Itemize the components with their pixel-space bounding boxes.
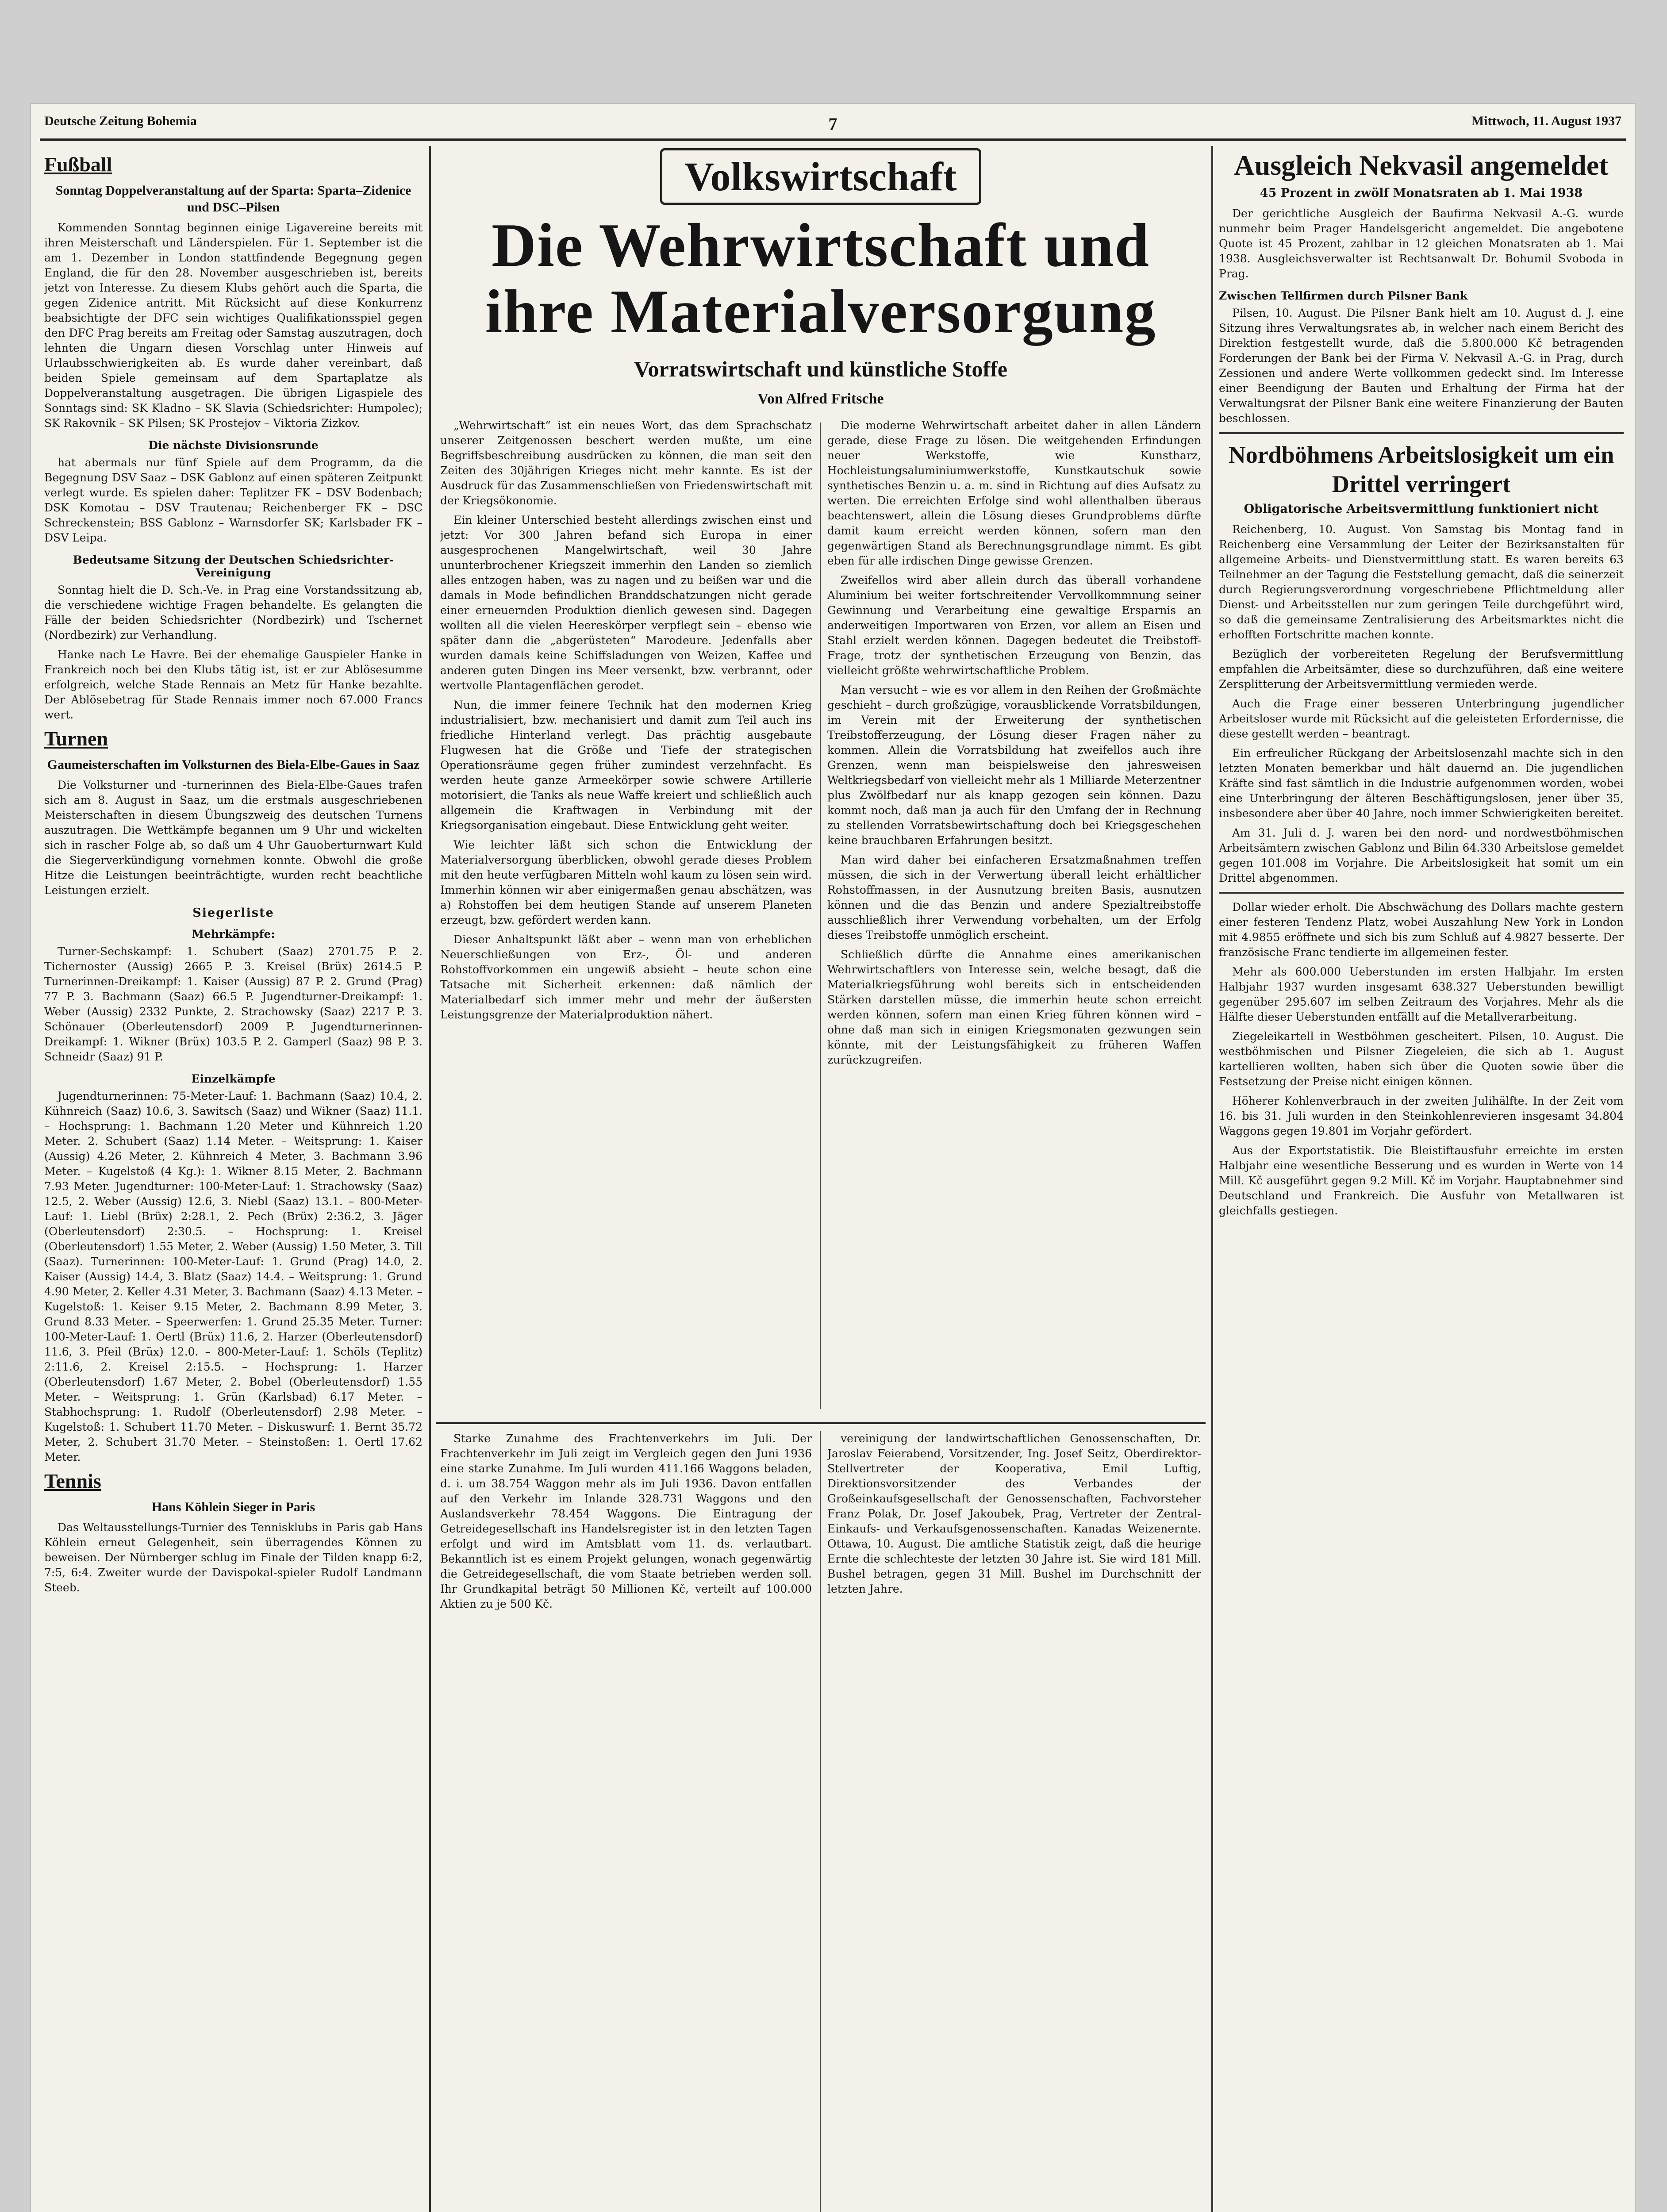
article-paragraph: Man wird daher bei einfacheren Ersatzmaßnahmen treffen müssen, die sich in der Verwertung überall leicht erhältlicher Rohstoffmassen, in der Ausnutzung breiten Basis, ausnutzen können und die das Benzin und andere Spezialtreibstoffe ausschließlich ihrer Verwendung vorbehalten, um der Erfolg dieses Treibstoffe unmöglich erscheint. <box>827 853 1201 941</box>
news-column-a <box>440 1431 812 2212</box>
article-headline: Sonntag Doppelveranstaltung auf der Sparta: Sparta–Zidenice und DSC–Pilsen <box>55 183 411 215</box>
column-separator <box>429 146 431 2212</box>
results-subtitle: Einzelkämpfe <box>191 1072 276 1085</box>
article-paragraph: Zweifellos wird aber allein durch das überall vorhandene Aluminium bei weiter fortschreitender Vervollkommnung seiner Gewinnung und Verarbeitung eine gewaltige Ersparnis an anderweitigen Importwaren von Erzen, vor allem an Eisen und Stahl erzielt werden können. Dagegen bedeutet die Treibstoff-Frage, trotz der synthetischen Erzeugung von Benzin, das vielleicht größte wehrwirtschaftliche Problem. <box>827 574 1201 677</box>
article-headline: Hans Köhlein Sieger in Paris <box>151 1500 315 1514</box>
section-heading-football: Fußball <box>44 153 112 176</box>
results-text: Jugendturnerinnen: 75-Meter-Lauf: 1. Bachmann (Saaz) 10.4, 2. Kühnreich (Saaz) 10.6, 3. Sawitsch (Saaz) und Wikner (Saaz) 11.1. – Hochsprung: 1. Bachmann 1.20 Meter und Kühnreich 1.20 Meter. 2. Schubert (Saaz) 1.14 Meter. – Weitsprung: 1. Kaiser (Aussig) 4.26 Meter, 2. Kühnreich 4 Meter, 3. Bachmann 3.96 Meter. – Kugelstoß (4 Kg.): 1. Wikner 8.15 Meter, 2. Bachmann 7.93 Meter. Jugendturner: 100-Meter-Lauf: 1. Strachowsky (Saaz) 12.5, 2. Weber (Aussig) 12.6, 3. Niebl (Saaz) 13.1. – 800-Meter-Lauf: 1. Liebl (Brüx) 2:28.1, 2. Pech (Brüx) 2:36.2, 3. Jäger (Oberleutensdorf) 2:30.5. – Hochsprung: 1. Kreisel (Oberleutensdorf) 1.55 Meter, 2. Weber (Aussig) 1.50 Meter, 3. Till (Saaz). Turnerinnen: 100-Meter-Lauf: 1. Grund (Prag) 14.0, 2. Kaiser (Aussig) 14.4, 3. Blatz (Saaz) 14.4. – Weitsprung: 1. Grund 4.90 Meter, 2. Keller 4.31 Meter, 3. Bachmann (Saaz) 4.13 Meter. – Kugelstoß: 1. Keiser 9.15 Meter, 2. Bachmann 8.99 Meter, 3. Grund 8.33 Meter. – Speerwerfen: 1. Grund 25.35 Meter. Turner: 100-Meter-Lauf: 1. Oertl (Brüx) 11.6, 2. Harzer (Oberleutensdorf) 11.6, 3. Pfeil (Brüx) 12.0. – 800-Meter-Lauf: 1. Schöls (Teplitz) 2:11.6, 2. Kreisel 2:15.5. – Hochsprung: 1. Harzer (Oberleutensdorf) 1.67 Meter, 2. Bobel (Oberleutensdorf) 1.55 Meter. – Weitsprung: 1. Grün (Karlsbad) 6.17 Meter. – Stabhochsprung: 1. Rudolf (Oberleutensdorf) 2.98 Meter. – Kugelstoß: 1. Schubert 11.70 Meter. – Diskuswurf: 1. Bernt 35.72 Meter, 2. Schubert 31.70 Meter. – Steinstoßen: 1. Oertl 17.62 Meter. <box>44 1090 423 1463</box>
article-headline: Zwischen Tellfirmen durch Pilsner Bank <box>1219 289 1468 302</box>
news-item: Ziegeleikartell in Westböhmen gescheitert. Pilsen, 10. August. Die westböhmischen und Pilsner Ziegeleien, die sich ab 1. August kartellieren wollten, haben sich über die Quoten sowie über die Festsetzung der Preise nicht einigen können. <box>1219 1030 1624 1088</box>
article-subheadline: Obligatorische Arbeitsvermittlung funktioniert nicht <box>1244 502 1599 516</box>
right-column <box>1219 148 1624 2212</box>
byline: Von Alfred Fritsche <box>757 391 884 407</box>
main-headline-line2: ihre Materialversorgung <box>485 277 1156 346</box>
article-headline-nekvasil: Ausgleich Nekvasil angemeldet <box>1234 150 1609 181</box>
main-headline <box>436 212 1206 345</box>
center-section <box>436 148 1206 2212</box>
article-text: Die Volksturner und -turnerinnen des Biela-Elbe-Gaues trafen sich am 8. August in Saaz, um die erstmals ausgeschriebenen Meisterschaften in diesem Übungszweig des deutschen Turnens auszutragen. Die Wettkämpfe begannen um 9 Uhr und wickelten sich in rascher Folge ab, so daß um 4 Uhr Gauoberturnwart Kuld die Siegerverkündigung vornehmen konnte. Obwohl die große Hitze die Leistungen beeinträchtigte, wurden recht beachtliche Leistungen erzielt. <box>44 779 423 897</box>
article-paragraph: Wie leichter läßt sich schon die Entwicklung der Materialversorgung überblicken, obwohl gerade dieses Problem mit den heute verfügbaren Mitteln wohl kaum zu lösen sein wird. Immerhin können wir aber einigermaßen genau abschätzen, was a) Rohstoffen bei dem heutigen Stande auf unserem Planeten erzeugt, bzw. gefördert werden kann. <box>440 838 812 926</box>
left-column <box>44 148 423 2212</box>
section-heading-turnen: Turnen <box>44 727 108 750</box>
article-paragraph: Dieser Anhaltspunkt läßt aber – wenn man von erheblichen Neuerschließungen von Erz-, Öl- und anderen Rohstoffvorkommen ein ungewiß absieht – heute schon eine Tatsache mit Sicherheit erkennen: daß nämlich der Materialbedarf sich immer mehr und mehr der äußersten Leistungsgrenze der Materialproduktion nähert. <box>440 933 812 1021</box>
article-headline-unemployment: Nordböhmens Arbeitslosigkeit um ein Drittel verringert <box>1228 442 1614 497</box>
article-text: Hanke nach Le Havre. Bei der ehemalige Gauspieler Hanke in Frankreich noch bei den Klubs tätig ist, ist er zur Ablösesumme erfolgreich, welche Stade Rennais an Metz für Hanke bezahlte. Der Ablösebetrag für Stade Rennais immer noch 67.000 Francs wert. <box>44 648 423 721</box>
article-column-a <box>440 418 812 1413</box>
article-text: Kommenden Sonntag beginnen einige Ligavereine bereits mit ihren Meisterschaft und Länderspielen. Für 1. September ist die am 1. Dezember in London stattfindende Begegnung gegen England, die für den 28. November ausgeschrieben ist, bereits jetzt von Interesse. Zu diesem Klubs gehört auch die Sparta, die gegen Zidenice antritt. Mit Rücksicht auf diese Konkurrenz beabsichtigte der DFC sein wichtiges Qualifikationsspiel gegen den DFC Prag bereits am Freitag oder Samstag auszutragen, doch lehnten die Ungarn diesen Vorschlag unter Hinweis auf Urlaubsschwierigkeiten ab. Es wurde daher vereinbart, daß beiden Spiele gemeinsam auf dem Spartaplatze als Doppelveranstaltung ausgetragen. Die übrigen Ligaspiele des Sonntags sind: SK Kladno – SK Slavia (Schiedsrichter: Humpolec); SK Rakovnik – SK Pilsen; SK Prostejov – Viktoria Zizkov. <box>44 221 423 430</box>
article-text: Der gerichtliche Ausgleich der Baufirma Nekvasil A.-G. wurde nunmehr beim Prager Handelsgericht angemeldet. Die angebotene Quote ist 45 Prozent, zahlbar in 12 gleichen Monatsraten ab 1. Mai 1938. Ausgleichsverwalter ist Rechtsanwalt Dr. Bohumil Svoboda in Prag. <box>1219 207 1624 280</box>
news-item: Aus der Exportstatistik. Die Bleistiftausfuhr erreichte im ersten Halbjahr eine wesentliche Besserung und es wurden in Werte von 14 Mill. Kč ausgeführt gegen 9.2 Mill. Kč im Vorjahr. Hauptabnehmer sind Deutschland und Frankreich. Die Ausfuhr von Metallwaren ist gleichfalls gestiegen. <box>1219 1144 1624 1217</box>
header-rule <box>40 138 1626 141</box>
news-item: Mehr als 600.000 Ueberstunden im ersten Halbjahr. Im ersten Halbjahr 1937 wurden insgesamt 638.327 Ueberstunden bewilligt gegenüber 295.607 im selben Zeitraum des Vorjahres. Mehr als die Hälfte dieser Ueberstunden entfällt auf die Metallverarbeitung. <box>1219 965 1624 1023</box>
article-paragraph: Ein kleiner Unterschied besteht allerdings zwischen einst und jetzt: Vor 300 Jahren befand sich Europa in einer ausgesprochenen Mangelwirtschaft, weil 30 Jahre ununterbrochener Kriegszeit immerhin den Landen so ziemlich alles entzogen haben, was zu nagen und zu beißen war und die damals in Mode befindlichen Branddschatzungen nicht gerade einer erneuernden Produktion dienlich gewesen sind. Dagegen wollten all die vielen Heereskörper verpflegt sein – ebenso wie später dann die „abgerüsteten“ Marodeure. Jedenfalls aber wurden damals keine Schiffsladungen von Weizen, Kaffee und anderen guten Dingen ins Meer versenkt, bzw. verbrannt, oder wertvolle Plantagenflächen gerodet. <box>440 514 812 692</box>
article-subheadline: 45 Prozent in zwölf Monatsraten ab 1. Mai 1938 <box>1260 186 1583 200</box>
newspaper-page <box>31 104 1635 2212</box>
column-separator <box>1211 146 1213 2212</box>
header-page-number: 7 <box>828 114 837 134</box>
header-date: Mittwoch, 11. August 1937 <box>1471 114 1621 128</box>
article-text: Pilsen, 10. August. Die Pilsner Bank hielt am 10. August d. J. eine Sitzung ihres Verwaltungsrates ab, in welcher nach einem Bericht des Direktion festgestellt wurde, daß die 5.800.000 Kč betragenden Forderungen der Bank bei der Firma V. Nekvasil A.-G. in Prag, durch Zessionen und andere Werte vollkommen gedeckt sind. Im Interesse einer Beendigung der Bauten und Erhaltung der Firma hat der Verwaltungsrat der Pilsner Bank eine weitere Finanzierung der Bauten beschlossen. <box>1219 307 1624 425</box>
article-column-b <box>827 418 1201 1413</box>
section-masthead <box>436 148 1206 205</box>
news-text: vereinigung der landwirtschaftlichen Genossenschaften, Dr. Jaroslav Feierabend, Vorsitzender, Ing. Josef Seitz, Oberdirektor-Stellvertreter der Kooperativa, Emil Luftig, Direktionsvorsitzender des Verbandes der Großeinkaufsgesellschaft der Genossenschaften, Fachvorsteher Franz Polak, Dr. Josef Jakoubek, Prag, Vertreter der Zentral-Einkaufs- und Verkaufsgenossenschaften. Kanadas Weizenernte. Ottawa, 10. August. Die amtliche Statistik zeigt, daß die heurige Ernte die schlechteste der letzten 30 Jahre ist. Sie wird 181 Mill. Bushel betragen, gegen 31 Mill. Bushel im Durchschnitt der letzten Jahre. <box>827 1432 1201 1595</box>
results-title: Siegerliste <box>192 906 274 920</box>
article-paragraph: Schließlich dürfte die Annahme eines amerikanischen Wehrwirtschaftlers von Interesse sein, welche besagt, daß die Materialkriegsführung wohl bereits sich in entscheidenden Stärken darstellen müsse, die immerhin heute schon erreicht werden können, sofern man einen Krieg führen können wird – ohne daß man sich in einigen Kriegsmonaten gezwungen sein könnte, mit der Leistungsfähigkeit zu früheren Waffen zurückzugreifen. <box>827 948 1201 1066</box>
article-paragraph: Ein erfreulicher Rückgang der Arbeitslosenzahl machte sich in den letzten Monaten bemerkbar und hält dauernd an. Die jugendlichen Kräfte sind fast sämtlich in die Industrie aufgenommen worden, wobei eine Unterbringung der älteren Beschäftigungslosen, jener über 35, insbesondere aber über 40 Jahre, noch immer Schwierigkeiten bereitet. <box>1219 747 1624 820</box>
article-paragraph: Auch die Frage einer besseren Unterbringung jugendlicher Arbeitsloser wurde mit Rücksicht auf die geleisteten Erfordernisse, die diese gestellt werden – beantragt. <box>1219 697 1624 740</box>
header-newspaper-name: Deutsche Zeitung Bohemia <box>44 114 197 128</box>
news-text: Starke Zunahme des Frachtenverkehrs im Juli. Der Frachtenverkehr im Juli zeigt im Vergleich gegen den Juni 1936 eine starke Zunahme. Im Juli wurden 411.166 Waggons beladen, d. i. um 38.754 Waggon mehr als im Juli 1936. Davon entfallen auf den Verkehr im Inlande 328.731 Waggons und den Auslandsverkehr 78.454 Waggons. Die Eintragung der Getreidegesellschaft ins Handelsregister ist in den letzten Tagen erfolgt und wird im Amtsblatt vom 11. ds. verlautbart. Bekanntlich ist es einem Projekt gelungen, wonach gegenwärtig die Getreidegesellschaft, die vom Staate betrieben werden soll. Ihr Grundkapital beträgt 50 Millionen Kč, verteilt auf 100.000 Aktien zu je 500 Kč. <box>440 1432 812 1610</box>
column-separator <box>820 1431 821 2212</box>
section-heading-tennis: Tennis <box>44 1470 101 1492</box>
article-headline: Die nächste Divisionsrunde <box>148 439 319 452</box>
section-rule <box>436 1422 1206 1424</box>
column-separator <box>820 422 821 1409</box>
article-paragraph: Man versucht – wie es vor allem in den Reihen der Großmächte geschieht – durch großzügige, vorausblickende Vorratsbildungen, im Verein mit der Erweiterung der synthetischen Treibstofferzeugung, der Lösung dieser Fragen näher zu kommen. Allein die Vorratsbildung hat zweifellos auch ihre Grenzen, wenn man beispielsweise den jahresweisen Weltkriegsbedarf von vielleicht mehr als 1 Milliarde Meterzentner plus Zwölfbedarf nur als knapp gezogen sein können. Dazu kommt noch, daß man ja auch für den Umfang der in Rechnung zu stellenden Vorratsbewirtschaftung doch bei Kriegsgeschehen keine brauchbaren Erfahrungen besitzt. <box>827 684 1201 847</box>
news-column-b <box>827 1431 1201 2212</box>
article-text: hat abermals nur fünf Spiele auf dem Programm, da die Begegnung DSV Saaz – DSK Gablonz auf einen späteren Zeitpunkt verlegt wurde. Es spielen daher: Teplitzer FK – DSV Bodenbach; DSK Komotau – DSV Trautenau; Reichenberger FK – DSC Schreckenstein; BSS Gablonz – Warnsdorfer SK; Karlsbader FK – DSV Leipa. <box>44 456 423 544</box>
article-paragraph: Bezüglich der vorbereiteten Regelung der Berufsvermittlung empfahlen die Arbeitsämter, diese so durchzuführen, daß eine weitere Zersplitterung der Arbeitsvermittlung vermieden werde. <box>1219 648 1624 691</box>
results-text: Turner-Sechskampf: 1. Schubert (Saaz) 2701.75 P. 2. Tichernoster (Aussig) 2665 P. 3. Kreisel (Brüx) 2614.5 P. Turnerinnen-Dreikampf: 1. Kaiser (Aussig) 87 P. 2. Grund (Prag) 77 P. 3. Bachmann (Saaz) 66.5 P. Jugendturner-Dreikampf: 1. Weber (Aussig) 2332 Punkte, 2. Strachowsky (Saaz) 2217 P. 3. Schönauer (Oberleutensdorf) 2009 P. Jugendturnerinnen-Dreikampf: 1. Wikner (Brüx) 103.5 P. 2. Gamperl (Saaz) 98 P. 3. Schneidr (Saaz) 91 P. <box>44 945 423 1063</box>
section-title: Volkswirtschaft <box>660 148 981 205</box>
main-headline-line1: Die Wehrwirtschaft und <box>491 211 1150 280</box>
results-subtitle: Mehrkämpfe: <box>192 928 275 941</box>
article-paragraph: „Wehrwirtschaft“ ist ein neues Wort, das dem Sprachschatz unserer Zeitgenossen beschert werden mußte, um eine Begriffsbeschreibung ausdrücken zu können, die man seit den Zeiten des 30jährigen Krieges nicht mehr kannte. Es ist der Ausdruck für das Zusammenschließen von Friedenswirtschaft mit der Kriegsökonomie. <box>440 419 812 507</box>
news-item: Höherer Kohlenverbrauch in der zweiten Julihälfte. In der Zeit vom 16. bis 31. Juli wurden in den Steinkohlenrevieren insgesamt 34.804 Waggons gegen 19.801 im Vorjahr gefördert. <box>1219 1094 1624 1137</box>
article-headline: Gaumeisterschaften im Volksturnen des Biela-Elbe-Gaues in Saaz <box>47 757 420 772</box>
article-paragraph: Nun, die immer feinere Technik hat den modernen Krieg industrialisiert, bzw. mechanisiert und damit zum Teil auch ins friedliche Hinterland verlegt. Das prächtig ausgebaute Flugwesen hat die Größe und Tiefe der strategischen Operationsräume gegen früher zumindest verzehnfacht. Es werden heute ganze Armeekörper sowie schwere Artillerie motorisiert, die Tanks als neue Waffe kreiert und schließlich auch allgemein die Kraftwagen in Verbindung mit der Kriegsorganisation eingebaut. Diese Entwicklung geht weiter. <box>440 699 812 832</box>
article-divider <box>1219 892 1624 894</box>
article-text: Sonntag hielt die D. Sch.-Ve. in Prag eine Vorstandssitzung ab, die verschiedene wichtige Fragen behandelte. Es gelangten die Fälle der beiden Schiedsrichter (Nordbezirk) und Tschernet (Nordbezirk) zur Verhandlung. <box>44 584 423 641</box>
article-text: Das Weltausstellungs-Turnier des Tennisklubs in Paris gab Hans Köhlein erneut Gelegenheit, sein überragendes Können zu beweisen. Der Nürnberger schlug im Finale der Tilden knapp 6:2, 7:5, 6:4. Zweiter wurde der Davispokal-spieler Rudolf Landmann Steeb. <box>44 1521 423 1594</box>
article-headline: Bedeutsame Sitzung der Deutschen Schiedsrichter-Vereinigung <box>73 553 394 579</box>
article-paragraph: Die moderne Wehrwirtschaft arbeitet daher in allen Ländern gerade, diese Frage zu lösen. Die weitgehenden Erfindungen neuer Werkstoffe, wie Kunstharz, Hochleistungsaluminiumwerkstoffe, Kunstkautschuk sowie synthetisches Benzin u. a. m. sind in Richtung auf dies Aufsatz zu werten. Die erreichten Erfolge sind wohl allenthalben überaus beachtenswert, allein die Lösung dieses Grundproblems dürfte damit kaum erreicht werden können, sofern man den gegenwärtigen Stand als Berechnungsgrundlage nimmt. Es gibt eben für alle irdischen Dinge gewisse Grenzen. <box>827 419 1201 567</box>
article-paragraph: Am 31. Juli d. J. waren bei den nord- und nordwestböhmischen Arbeitsämtern zwischen Gablonz und Bilin 64.330 Arbeitslose gemeldet gegen 101.008 im Vorjahre. Die Arbeitslosigkeit hat somit um ein Drittel abgenommen. <box>1219 826 1624 884</box>
page-header <box>44 114 1621 140</box>
article-paragraph: Reichenberg, 10. August. Von Samstag bis Montag fand in Reichenberg eine Versammlung der Leiter der Bezirksanstalten für allgemeine Arbeits- und Dienstvermittlung statt. Es waren bereits 63 Teilnehmer an der Tagung die Feststellung gemacht, daß die seinerzeit durch Regierungsverordnung vorgeschriebene Pflichtmeldung aller Dienst- und Arbeitsstellen nur zum geringen Teile durchgeführt wird, so daß die gemeinsame Zentralisierung des Arbeitsmarktes nicht die erhofften Fortschritte machen konnte. <box>1219 523 1624 641</box>
news-item: Dollar wieder erholt. Die Abschwächung des Dollars machte gestern einer festeren Tendenz Platz, wobei Auszahlung New York in London mit 4.9855 eröffnete und sich bis zum Schluß auf 4.9827 besserte. Der französische Franc tendierte im allgemeinen fester. <box>1219 901 1624 959</box>
subheadline: Vorratswirtschaft und künstliche Stoffe <box>634 357 1007 381</box>
article-divider <box>1219 432 1624 434</box>
